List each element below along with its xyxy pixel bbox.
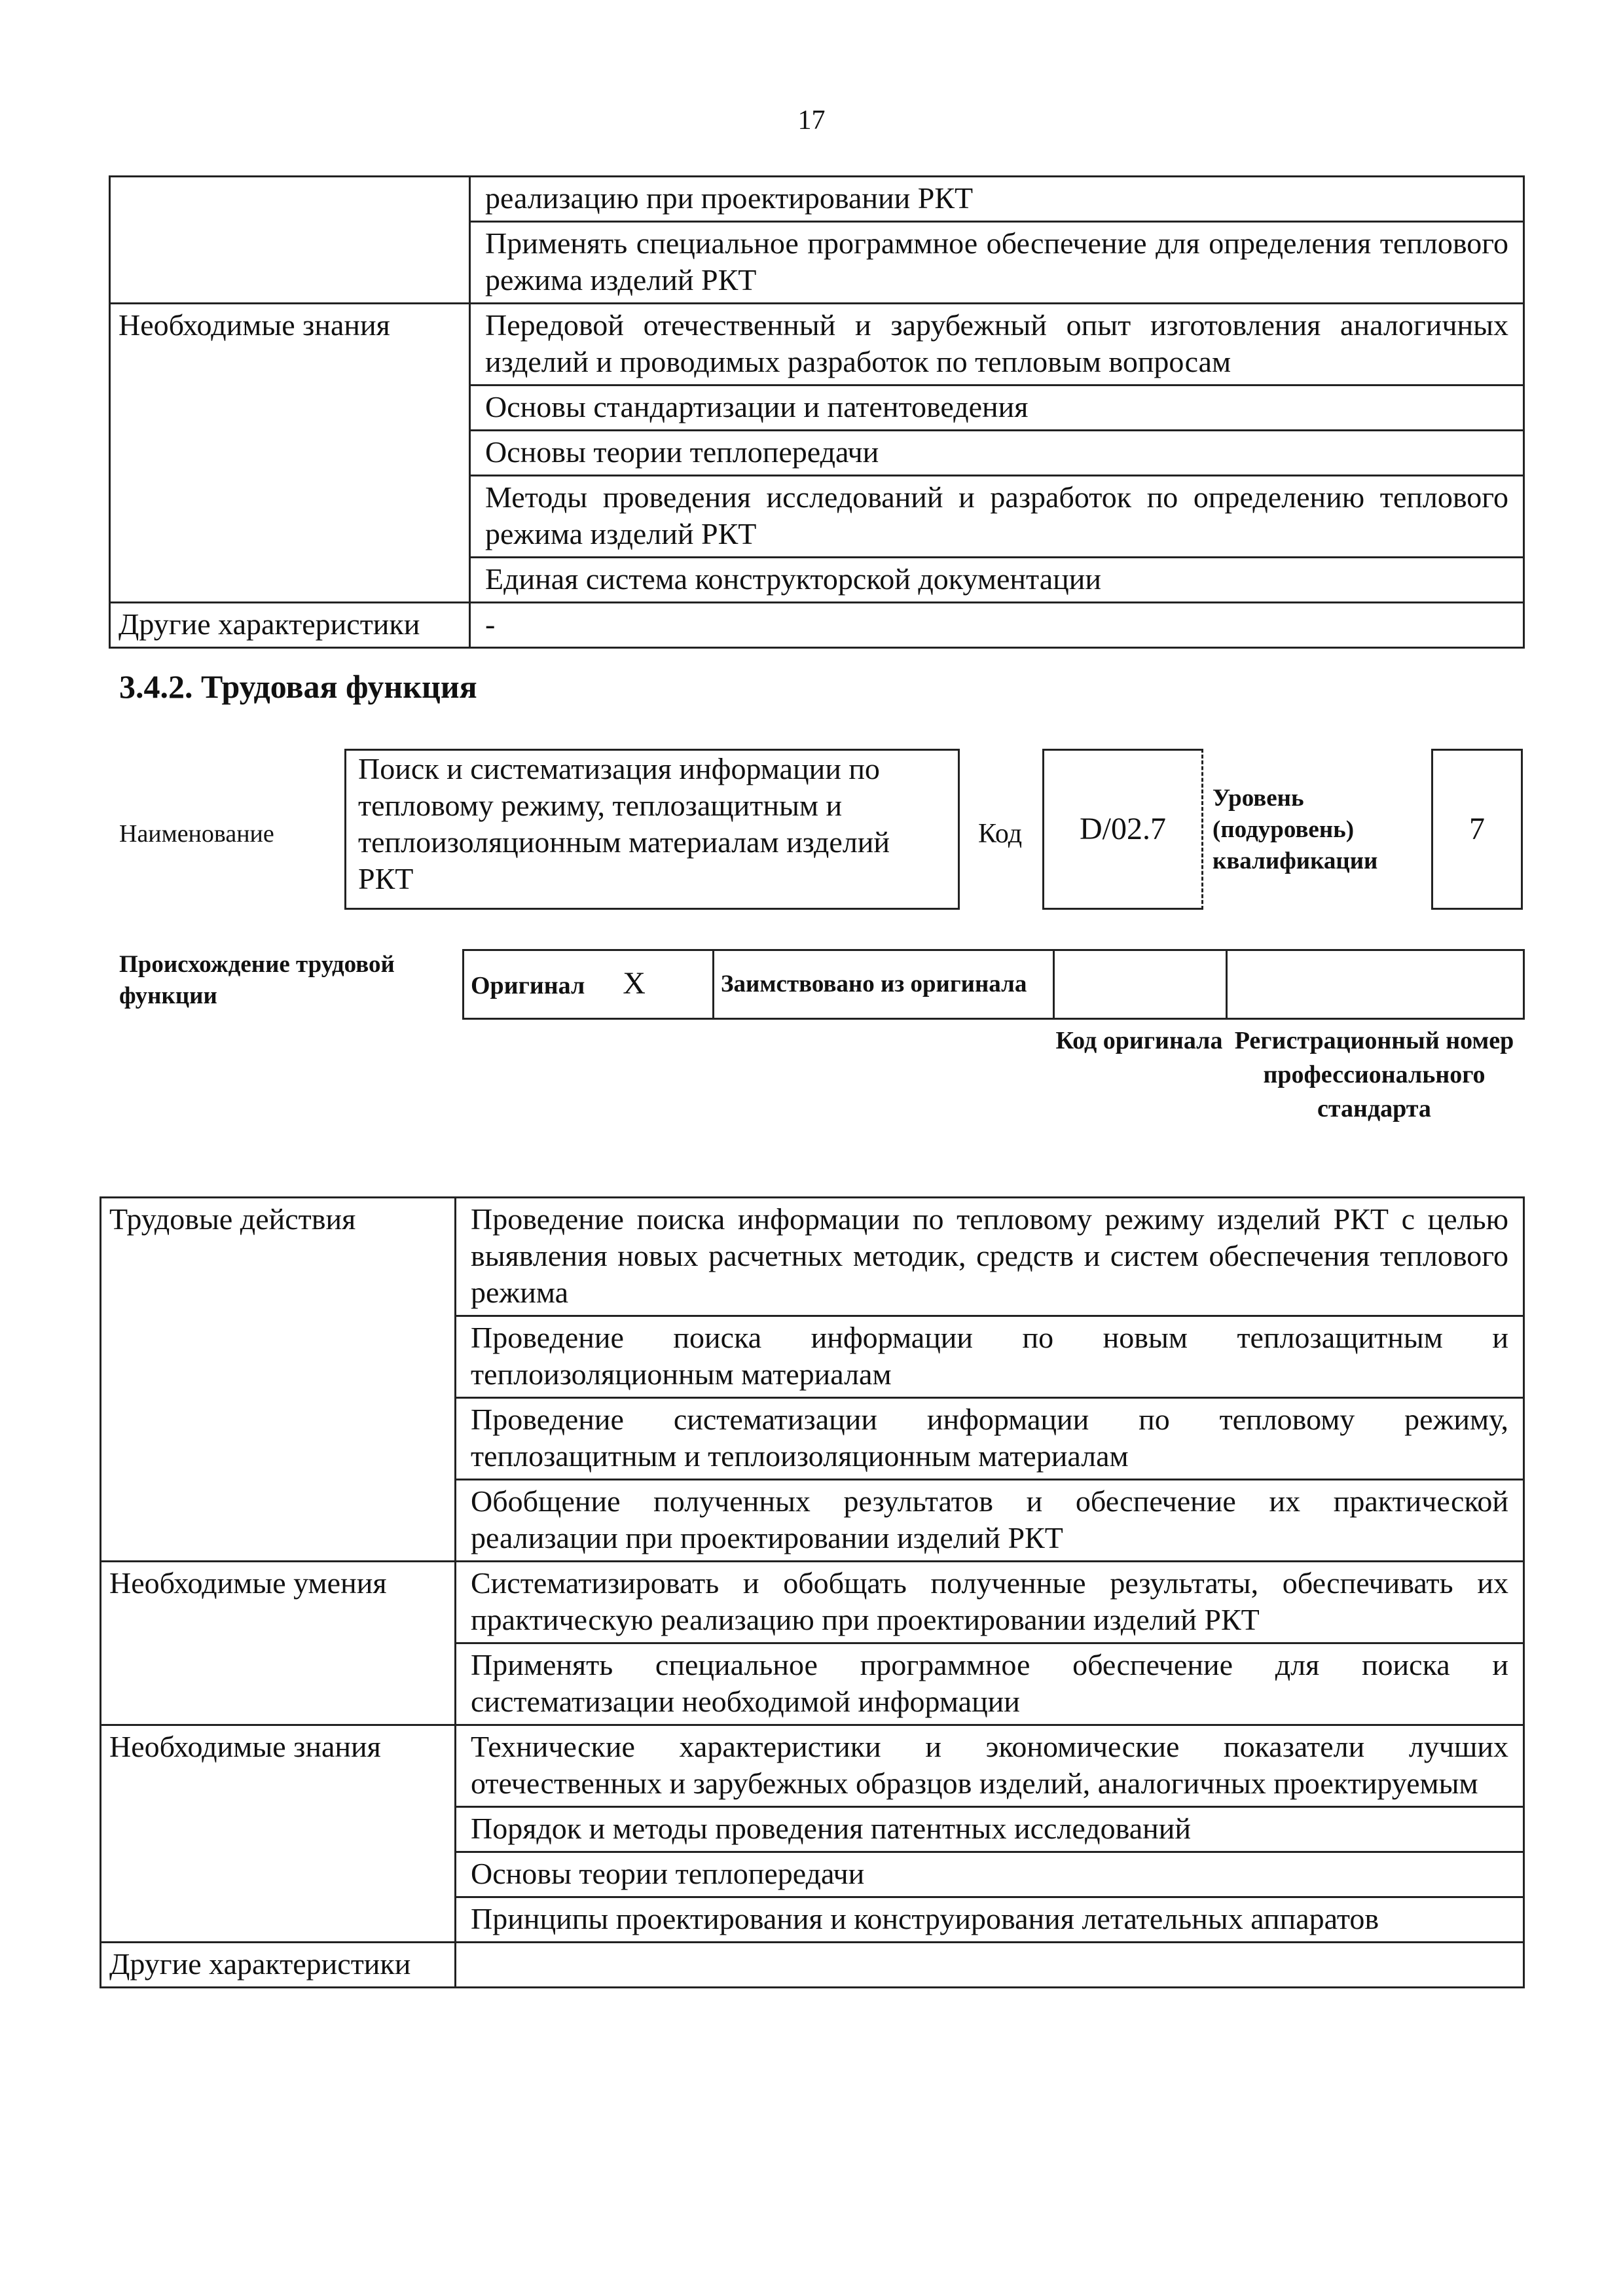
function-name-box	[344, 749, 960, 910]
table-cell: Применять специальное программное обеспечение для поиска и систематизации необходимой информации	[456, 1643, 1524, 1725]
page-number: 17	[797, 105, 826, 135]
table-cell: Основы теории теплопередачи	[470, 431, 1524, 476]
origin-table	[462, 949, 1525, 1020]
code-box	[1042, 749, 1203, 910]
row-label: Другие характеристики	[110, 603, 470, 648]
level-label-line: квалификации	[1213, 848, 1378, 874]
table-row	[101, 1943, 1524, 1988]
table-cell: Передовой отечественный и зарубежный опыт изготовления аналогичных изделий и проводимых разработок по тепловым вопросам	[470, 304, 1524, 386]
table-cell: Принципы проектирования и конструирования летательных аппаратов	[456, 1897, 1524, 1943]
table-cell: Применять специальное программное обеспечение для определения теплового режима изделий РКТ	[470, 222, 1524, 304]
origin-borrowed-cell	[714, 950, 1054, 1019]
row-label: Другие характеристики	[101, 1943, 456, 1988]
table-cell: Основы теории теплопередачи	[456, 1852, 1524, 1897]
level-label-line: Уровень	[1213, 785, 1304, 812]
table-row	[101, 1725, 1524, 1807]
origin-reg-number-cell	[1227, 950, 1524, 1019]
competency-table	[100, 1196, 1525, 1988]
table-cell: Проведение систематизации информации по тепловому режиму, теплозащитным и теплоизоляционным материалам	[456, 1398, 1524, 1480]
section-heading: 3.4.2. Трудовая функция	[119, 668, 477, 705]
qualification-level: 7	[1469, 812, 1485, 846]
origin-label: Происхождение трудовой функции	[119, 951, 395, 1009]
level-label	[1213, 783, 1377, 877]
row-label	[110, 177, 470, 304]
row-label: Необходимые знания	[110, 304, 470, 603]
original-label: Оригинал	[471, 971, 585, 999]
table-cell: Технические характеристики и экономические показатели лучших отечественных и зарубежных образцов изделий, аналогичных проектируемым	[456, 1725, 1524, 1807]
table-row	[110, 177, 1524, 222]
name-label: Наименование	[119, 820, 274, 848]
level-label-line: (подуровень)	[1213, 816, 1355, 843]
table-row	[110, 603, 1524, 648]
row-label: Необходимые умения	[101, 1562, 456, 1725]
table-cell: Обобщение полученных результатов и обеспечение их практической реализации при проектировании изделий РКТ	[456, 1480, 1524, 1562]
level-box	[1431, 749, 1523, 910]
table-cell: Систематизировать и обобщать полученные результаты, обеспечивать их практическую реализацию при проектировании изделий РКТ	[456, 1562, 1524, 1643]
reg-caption: Регистрационный номер профессионального стандарта	[1234, 1027, 1514, 1122]
table-cell: Методы проведения исследований и разработок по определению теплового режима изделий РКТ	[470, 476, 1524, 558]
table-row	[101, 1562, 1524, 1643]
table-row	[464, 950, 1524, 1019]
table-cell: Порядок и методы проведения патентных исследований	[456, 1807, 1524, 1852]
table-row	[101, 1198, 1524, 1316]
table-cell	[456, 1943, 1524, 1988]
origin-code-cell	[1054, 950, 1227, 1019]
table-row	[110, 304, 1524, 386]
code-label: Код	[978, 819, 1023, 849]
origin-original-cell	[464, 950, 714, 1019]
table-cell: Проведение поиска информации по новым теплозащитным и теплоизоляционным материалам	[456, 1316, 1524, 1398]
table-cell: реализацию при проектировании РКТ	[470, 177, 1524, 222]
function-code: D/02.7	[1080, 812, 1166, 846]
table-cell: -	[470, 603, 1524, 648]
competency-table-continued	[109, 175, 1525, 649]
table-cell: Проведение поиска информации по тепловому режиму изделий РКТ с целью выявления новых расчетных методик, средств и систем обеспечения теплового режима	[456, 1198, 1524, 1316]
table-cell: Основы стандартизации и патентоведения	[470, 386, 1524, 431]
table-cell: Единая система конструкторской документации	[470, 558, 1524, 603]
original-mark: X	[623, 965, 646, 1001]
borrowed-label: Заимствовано из оригинала	[721, 971, 1027, 997]
row-label: Трудовые действия	[101, 1198, 456, 1562]
function-name: Поиск и систематизация информации по тепловому режиму, теплозащитным и теплоизоляционным материалам изделий РКТ	[358, 752, 890, 895]
code-caption: Код оригинала	[1055, 1027, 1223, 1054]
row-label: Необходимые знания	[101, 1725, 456, 1943]
